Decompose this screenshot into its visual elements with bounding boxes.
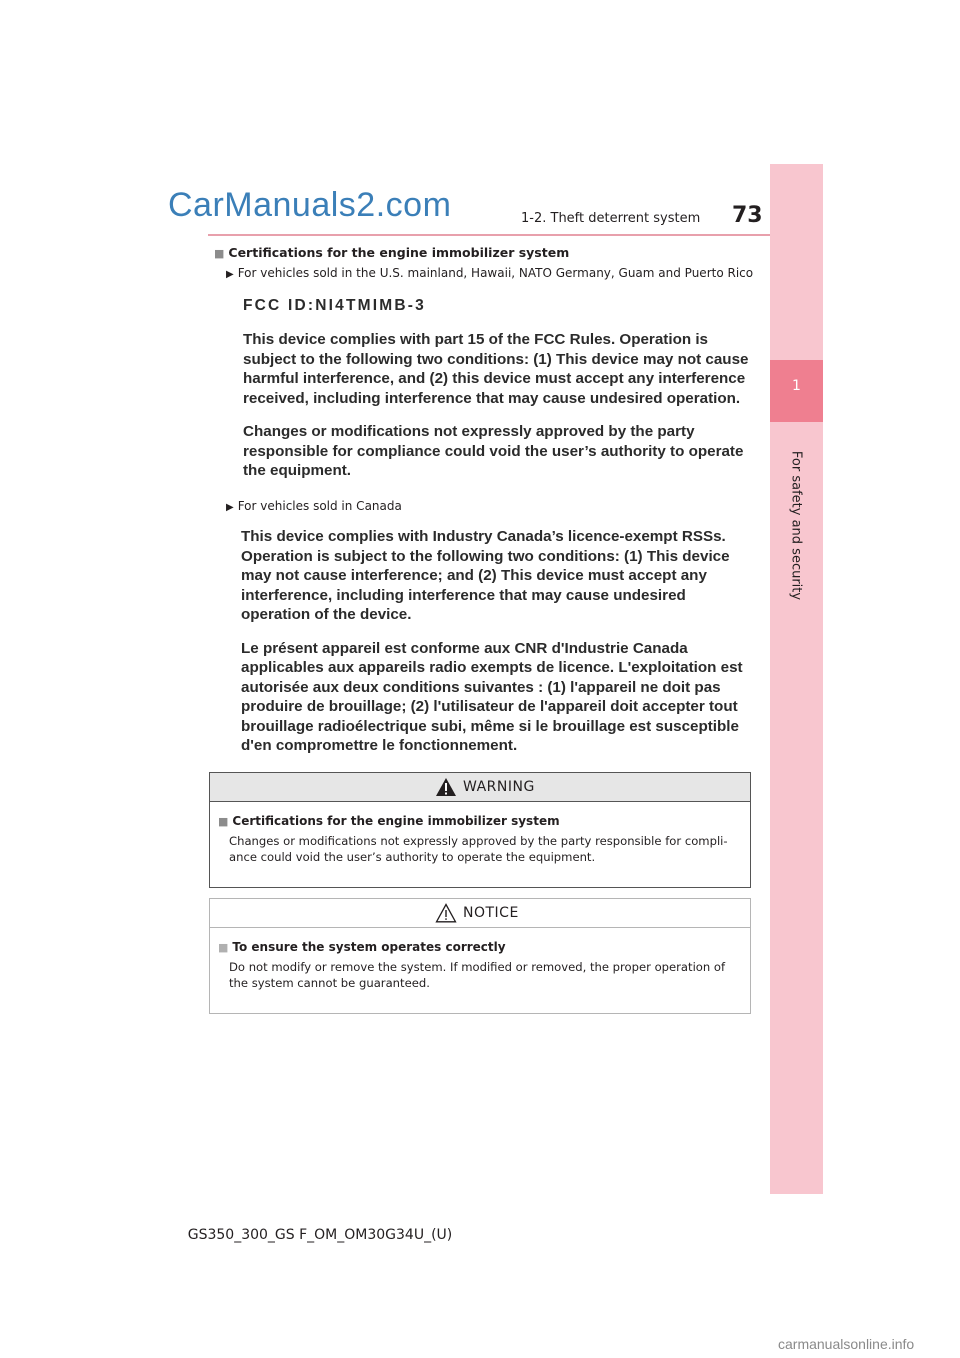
logo[interactable]: CarManuals2.com xyxy=(168,186,452,224)
canada-label xyxy=(241,527,743,756)
warning-heading-text: Certifications for the engine immobilizer system xyxy=(232,814,560,828)
triangle-pointer-icon: ▶ xyxy=(226,502,234,513)
warning-text-line: Changes or modifications not expressly approved by the party responsible for compli- xyxy=(229,834,728,848)
chapter-title: For safety and security xyxy=(788,450,804,601)
square-bullet-icon: ■ xyxy=(214,247,225,260)
label-line: operation of the device. xyxy=(241,606,412,623)
label-line: This device complies with Industry Canada’s licence-exempt RSSs. xyxy=(241,528,726,545)
fcc-id-line: FCC ID:NI4TMIMB-3 xyxy=(243,297,426,314)
label-line: the equipment. xyxy=(243,462,352,479)
square-bullet-icon: ■ xyxy=(218,815,229,828)
notice-text-line: Do not modify or remove the system. If modified or removed, the proper operation of xyxy=(229,960,726,974)
label-line: produire de brouillage; (2) l'utilisateur de l'appareil doit accepter tout xyxy=(241,698,738,715)
footer-document-code: GS350_300_GS F_OM_OM30G34U_(U) xyxy=(187,1227,453,1243)
label-line: Changes or modifications not expressly approved by the party xyxy=(243,423,695,440)
watermark[interactable]: carmanualsonline.info xyxy=(778,1336,915,1352)
label-line: interference, including interference that may cause undesired xyxy=(241,586,686,604)
label-line: may not cause interference; and (2) This device must accept any xyxy=(241,567,707,584)
list-item xyxy=(226,266,753,280)
label-line: applicables aux appareils radio exempts de licence. L'exploitation est xyxy=(241,659,743,676)
label-line: This device complies with part 15 of the FCC Rules. Operation is xyxy=(243,331,709,348)
section-heading xyxy=(214,245,569,260)
list-item-text: For vehicles sold in Canada xyxy=(237,499,402,513)
notice-text-line: the system cannot be guaranteed. xyxy=(229,976,430,990)
notice-heading-text: To ensure the system operates correctly xyxy=(232,940,506,954)
label-line: d'en compromettre le fonctionnement. xyxy=(241,737,518,754)
label-line: autorisée aux deux conditions suivantes : (1) l'appareil ne doit pas xyxy=(241,678,721,696)
header-rule xyxy=(208,234,823,236)
section-heading-text: Certifications for the engine immobilizer system xyxy=(228,245,570,260)
warning-title: WARNING xyxy=(463,779,535,795)
section-title: 1-2. Theft deterrent system xyxy=(521,211,701,226)
notice-title: NOTICE xyxy=(463,905,519,921)
label-line: harmful interference, and (2) this device must accept any interference xyxy=(243,370,746,387)
square-bullet-icon: ■ xyxy=(218,941,229,954)
notice-heading xyxy=(218,940,742,954)
label-line: Le présent appareil est conforme aux CNR d'Industrie Canada xyxy=(241,639,688,657)
notice-box xyxy=(209,898,751,1014)
notice-triangle-icon xyxy=(435,903,457,923)
label-line: subject to the following two conditions: (1) This device may not cause xyxy=(243,350,749,368)
fcc-label xyxy=(243,330,748,481)
label-line: received, including interference that may cause undesired operation. xyxy=(243,389,741,407)
warning-header xyxy=(210,773,750,802)
warning-text-line: ance could void the user’s authority to operate the equipment. xyxy=(229,850,596,864)
page-number: 73 xyxy=(732,203,763,228)
list-item-text: For vehicles sold in the U.S. mainland, Hawaii, NATO Germany, Guam and Puerto Rico xyxy=(237,266,754,280)
side-tab xyxy=(770,164,823,1194)
label-line: responsible for compliance could void the user’s authority to operate xyxy=(243,442,744,460)
warning-heading xyxy=(218,814,742,828)
warning-triangle-icon xyxy=(435,777,457,797)
chapter-number: 1 xyxy=(792,378,801,394)
triangle-pointer-icon: ▶ xyxy=(226,269,234,280)
label-line: Operation is subject to the following two conditions: (1) This device xyxy=(241,547,730,565)
notice-header xyxy=(210,899,750,928)
list-item xyxy=(226,499,402,513)
label-line: brouillage radioélectrique subi, même si le brouillage est susceptible xyxy=(241,717,739,735)
warning-box xyxy=(209,772,751,888)
